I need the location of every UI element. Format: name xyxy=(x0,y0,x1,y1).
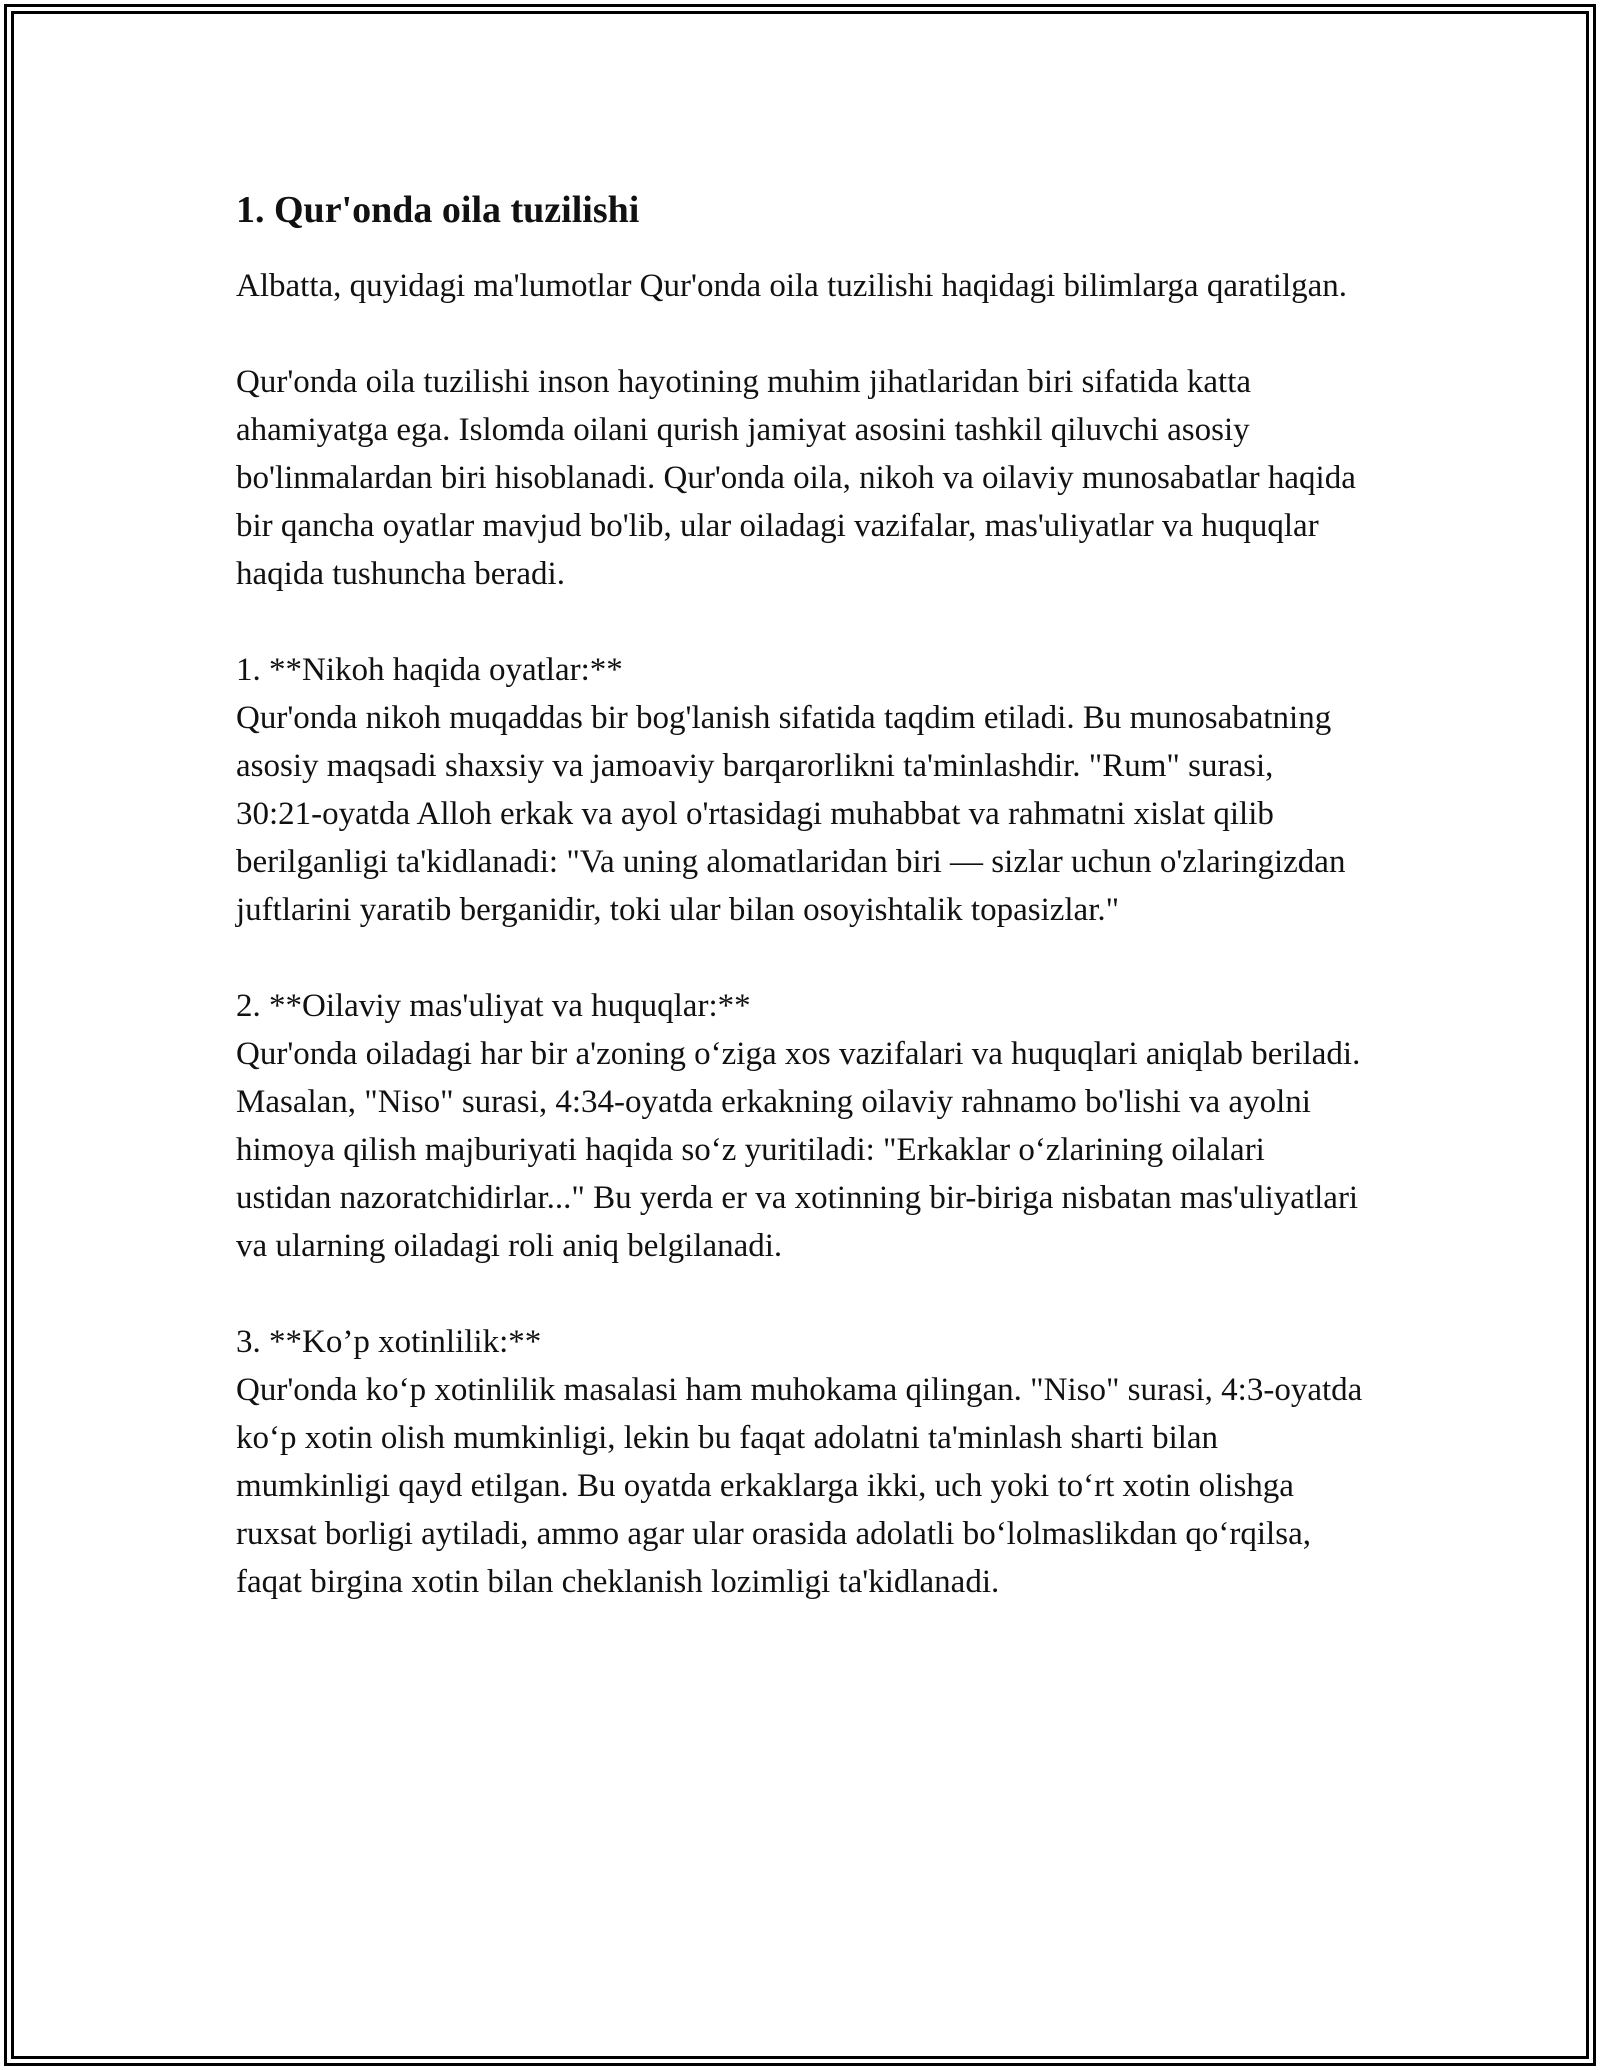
intro-paragraph: Albatta, quyidagi ma'lumotlar Qur'onda oila tuzilishi haqidagi bilimlarga qaratilgan. xyxy=(236,268,1348,304)
overview-paragraph: Qur'onda oila tuzilishi inson hayotining muhim jihatlaridan biri sifatida katta ahamiyatga ega. Islomda oilani qurish jamiyat asosini tashkil qiluvchi asosiy bo'linmalardan biri hisoblanadi. Qur'onda oila, nikoh va oilaviy munosabatlar haqida bir qancha oyatlar mavjud bo'lib, ular oiladagi vazifalar, mas'uliyatlar va huquqlar haqida tushuncha beradi. xyxy=(236,364,1356,592)
section-heading: 2. **Oilaviy mas'uliyat va huquqlar:** xyxy=(236,988,751,1024)
section-kop-xotinlilik xyxy=(236,1318,1366,1606)
document-body xyxy=(236,186,1366,1606)
paragraph-spacer xyxy=(236,598,1366,646)
paragraph-spacer xyxy=(236,310,1366,358)
section-nikoh xyxy=(236,646,1366,934)
section-heading: 3. **Ko’p xotinlilik:** xyxy=(236,1324,542,1360)
paragraph-spacer xyxy=(236,934,1366,982)
paragraph-spacer xyxy=(236,1270,1366,1318)
section-body: Qur'onda ko‘p xotinlilik masalasi ham muhokama qilingan. "Niso" surasi, 4:3-oyatda ko‘p xotin olish mumkinligi, lekin bu faqat adolatni ta'minlash sharti bilan mumkinligi qayd etilgan. Bu oyatda erkaklarga ikki, uch yoki to‘rt xotin olishga ruxsat borligi aytiladi, ammo agar ular orasida adolatli bo‘lolmaslikdan qo‘rqilsa, faqat birgina xotin bilan cheklanish lozimligi ta'kidlanadi. xyxy=(236,1372,1363,1600)
section-body: Qur'onda nikoh muqaddas bir bog'lanish sifatida taqdim etiladi. Bu munosabatning asosiy maqsadi shaxsiy va jamoaviy barqarorlikni ta'minlashdir. "Rum" surasi, 30:21-oyatda Alloh erkak va ayol o'rtasidagi muhabbat va rahmatni xislat qilib berilganligi ta'kidlanadi: "Va uning alomatlaridan biri — sizlar uchun o'zlaringizdan juftlarini yaratib berganidir, toki ular bilan osoyishtalik topasizlar." xyxy=(236,700,1346,928)
section-body: Qur'onda oiladagi har bir a'zoning o‘ziga xos vazifalari va huquqlari aniqlab beriladi. Masalan, "Niso" surasi, 4:34-oyatda erkakning oilaviy rahnamo bo'lishi va ayolni himoya qilish majburiyati haqida so‘z yuritiladi: "Erkaklar o‘zlarining oilalari ustidan nazoratchidirlar..." Bu yerda er va xotinning bir-biriga nisbatan mas'uliyatlari va ularning oiladagi roli aniq belgilanadi. xyxy=(236,1036,1361,1264)
document-title: 1. Qur'onda oila tuzilishi xyxy=(236,189,640,231)
section-oilaviy-masuliyat xyxy=(236,982,1366,1270)
section-heading: 1. **Nikoh haqida oyatlar:** xyxy=(236,652,623,688)
